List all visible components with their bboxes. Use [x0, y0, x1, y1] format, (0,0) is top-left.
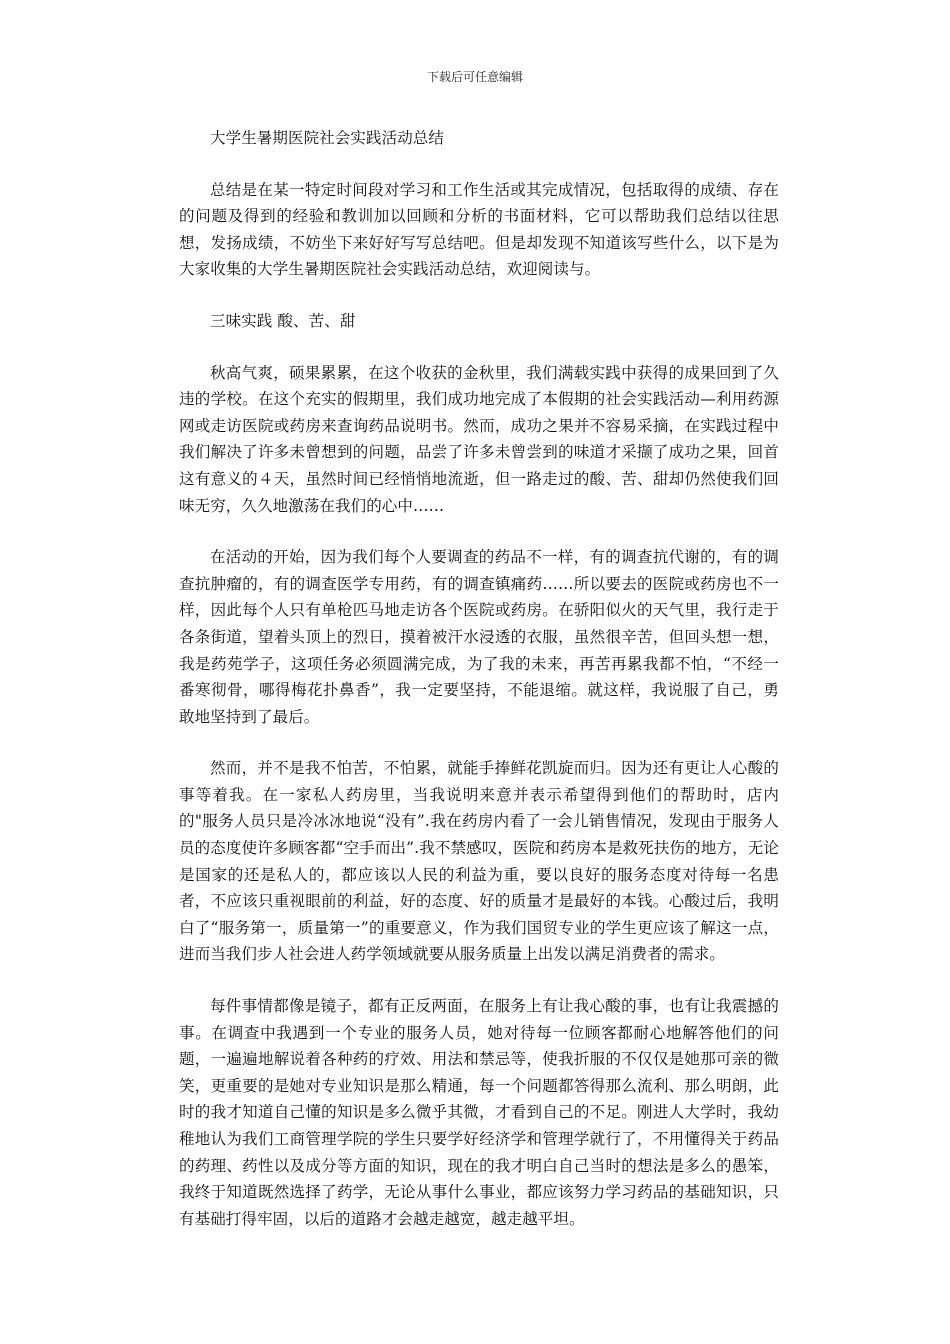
intro-paragraph: 总结是在某一特定时间段对学习和工作生活或其完成情况，包括取得的成绩、存在的问题及得到的经验和教训加以回顾和分析的书面材料，它可以帮助我们总结以往思想，发扬成绩，不妨坐下来好好写写总结吧。但是却发现不知道该写些什么，以下是为大家收集的大学生暑期医院社会实践活动总结，欢迎阅读与。: [179, 180, 779, 279]
body-paragraph: 秋高气爽，硕果累累，在这个收获的金秋里，我们满载实践中获得的成果回到了久违的学校。在这个充实的假期里，我们成功地完成了本假期的社会实践活动—利用药源网或走访医院或药房来查询药品说明书。然而，成功之果并不容易采摘，在实践过程中我们解决了许多未曾想到的问题，品尝了许多未曾尝到的味道才采撷了成功之果，回首这有意义的４天，虽然时间已经悄悄地流逝，但一路走过的酸、苦、甜却仍然使我们回味无穷，久久地激荡在我们的心中……: [179, 363, 779, 515]
document-title: 大学生暑期医院社会实践活动总结: [210, 129, 445, 147]
body-paragraph: 在活动的开始，因为我们每个人要调查的药品不一样，有的调查抗代谢的，有的调查抗肿瘤的，有的调查医学专用药，有的调查镇痛药……所以要去的医院或药房也不一样，因此每个人只有单枪匹马地走访各个医院或药房。在骄阳似火的天气里，我行走于各条街道，望着头顶上的烈日，摸着被汗水浸透的衣服，虽然很辛苦，但回头想一想，我是药苑学子，这项任务必须圆满完成，为了我的未来，再苦再累我都不怕，“不经一番寒彻骨，哪得梅花扑鼻香”，我一定要坚持，不能退缩。就这样，我说服了自己，勇敢地坚持到了最后。: [179, 548, 779, 726]
section-subtitle: 三味实践 酸、苦、甜: [210, 311, 356, 330]
header-note: 下载后可任意编辑: [426, 70, 523, 84]
document-body: [179, 125, 779, 1232]
body-paragraph: 然而，并不是我不怕苦，不怕累，就能手捧鲜花凯旋而归。因为还有更让人心酸的事等着我。在一家私人药房里，当我说明来意并表示希望得到他们的帮助时，店内的"服务人员只是冷冰冰地说“没有”.我在药房内看了一会儿销售情况，发现由于服务人员的态度使许多顾客都“空手而出”.我不禁感叹，医院和药房本是救死扶伤的地方，无论是国家的还是私人的，都应该以人民的利益为重，要以良好的服务态度对待每一名患者，不应该只重视眼前的利益，好的态度、好的质量才是最好的本钱。心酸过后，我明白了“服务第一，质量第一”的重要意义，作为我们国贸专业的学生更应该了解这一点，进而当我们步人社会进人药学领域就要从服务质量上出发以满足消费者的需求。: [179, 759, 779, 964]
body-paragraph: 每件事情都像是镜子，都有正反两面，在服务上有让我心酸的事，也有让我震撼的事。在调查中我遇到一个专业的服务人员，她对待每一位顾客都耐心地解答他们的问题，一遍遍地解说着各种药的疗效、用法和禁忌等，使我折服的不仅仅是她那可亲的微笑，更重要的是她对专业知识是那么精通，每一个问题都答得那么流利、那么明朗，此时的我才知道自己懂的知识是多么微乎其微，才看到自己的不足。刚进人大学时，我幼稚地认为我们工商管理学院的学生只要学好经济学和管理学就行了，不用懂得关于药品的药理、药性以及成分等方面的知识，现在的我才明白自己当时的想法是多么的愚笨，我终于知道既然选择了药学，无论从事什么事业，都应该努力学习药品的基础知识，只有基础打得牢固，以后的道路才会越走越宽，越走越平坦。: [179, 997, 779, 1228]
